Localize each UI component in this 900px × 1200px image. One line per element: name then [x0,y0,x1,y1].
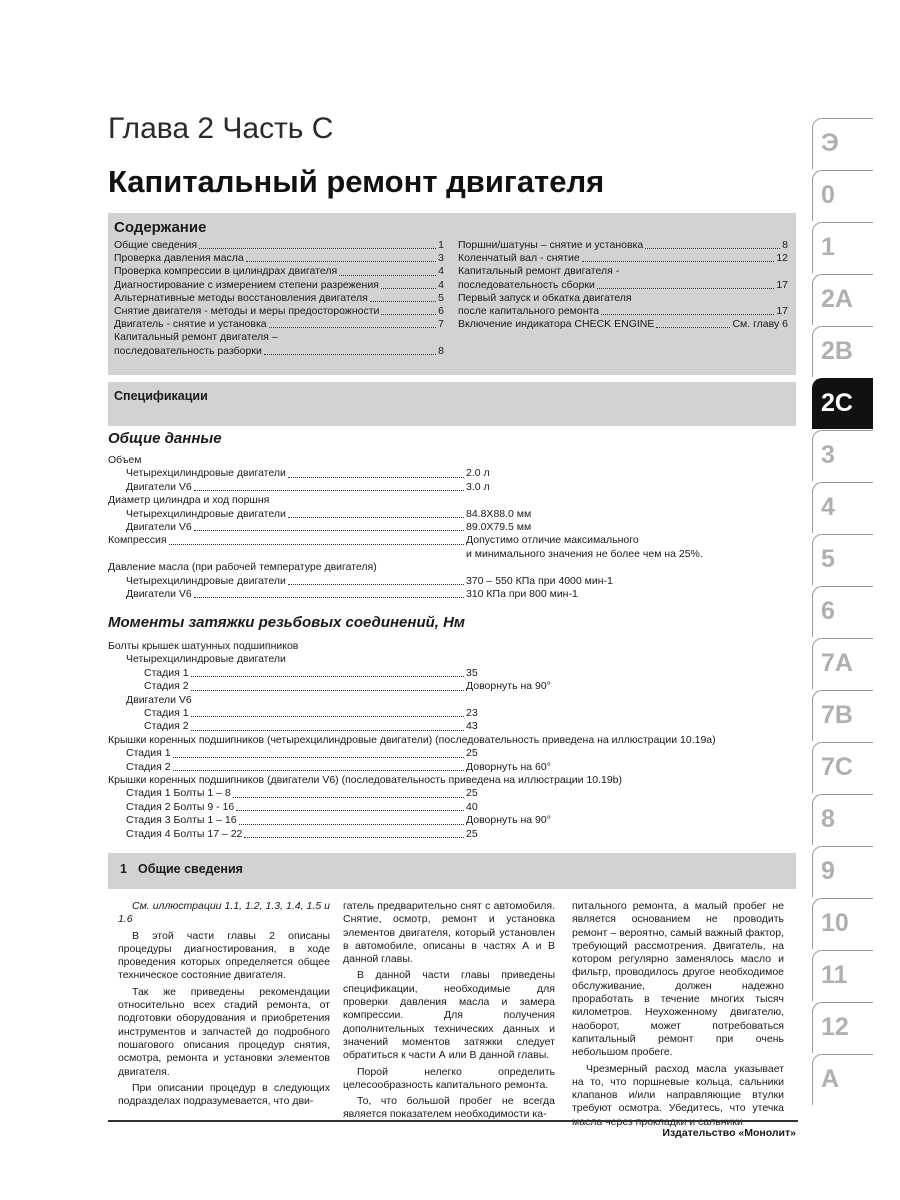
toc-entry-title: Двигатель - снятие и установка [114,318,267,331]
toc-entry [114,279,444,292]
spec-dot-leader [288,517,464,518]
spec-label: Компрессия [108,534,167,547]
toc-dot-leader [597,288,774,289]
paragraph: При описании процедур в следующих подразделах подразумевается, что дви- [118,1081,330,1108]
spec-row [108,814,788,827]
toc-entry-title: Капитальный ремонт двигателя – [114,331,278,344]
section-number: 1 [120,862,127,876]
spec-row [108,707,788,720]
toc-dot-leader [601,314,774,315]
toc-entry-title: Диагностирование с измерением степени разрежения [114,278,379,291]
toc-entry-page: 4 [438,265,444,278]
paragraph: См. иллюстрации 1.1, 1.2, 1.3, 1.4, 1.5 и 1.6 [118,900,330,926]
chapter-tab-label: 3 [821,441,835,469]
spec-dot-leader [244,837,464,838]
chapter-tab-label: 2А [821,285,853,313]
chapter-title: Глава 2 Часть С [108,112,334,145]
spec-row [108,720,788,733]
spec-row [108,680,788,693]
spec-label: Стадия 1 Болты 1 – 8 [126,787,231,800]
spec-row [108,787,788,800]
spec-value: 25 [466,747,478,760]
spec-row [108,667,788,680]
chapter-tab-label: 5 [821,545,835,573]
toc-dot-leader [246,261,436,262]
chapter-tab[interactable] [812,378,873,429]
spec-dot-leader [239,824,464,825]
chapter-tab[interactable] [812,950,873,1001]
chapter-tab-label: 12 [821,1013,849,1041]
toc-entry [458,239,788,252]
toc-entry-title: последовательность разборки [114,344,262,357]
chapter-tab[interactable] [812,274,873,325]
spec-row [108,801,788,814]
spec-dot-leader [173,770,464,771]
toc-entry [458,279,788,292]
spec-label: Стадия 2 [126,760,171,773]
spec-value: 3.0 л [466,480,490,493]
spec-label: Стадия 2 [144,680,189,693]
chapter-tab[interactable] [812,846,873,897]
paragraph: питального ремонта, а малый пробег не является основанием не проводить ремонт – вероятно, самый важный фактор, требующий рассмотрения. Двигатель, на котором регулярно заменялось масло и фильтр, проводилось другое необходимое обслуживание, должен надежно проработать в течение многих тысяч километров. Неухоженному двигателю, наоборот, может потребоваться капитальный ремонт при очень небольшом пробеге. [572,900,784,1059]
chapter-tab-label: 2С [821,389,853,417]
toc-entry [114,292,444,305]
toc-dot-leader [339,275,436,276]
chapter-tab-label: Э [821,129,839,157]
toc-entry-title: последовательность сборки [458,278,595,291]
chapter-tab-label: 10 [821,909,849,937]
chapter-tab-label: 1 [821,233,835,261]
specifications-heading: Спецификации [114,389,208,403]
spec-row [108,588,788,601]
spec-label: Четырехцилиндровые двигатели [126,507,286,520]
spec-label: Четырехцилиндровые двигатели [126,653,286,666]
general-specs-list [108,454,788,601]
spec-value: Доворнуть на 60° [466,760,551,773]
toc-dot-leader [264,354,436,355]
spec-row [108,575,788,588]
toc-heading: Содержание [114,219,207,236]
toc-dot-leader [582,261,775,262]
chapter-tab[interactable] [812,222,873,273]
spec-label: Двигатели V6 [126,588,192,601]
spec-value: 40 [466,800,478,813]
toc-entry-title: Альтернативные методы восстановления двигателя [114,291,368,304]
paragraph: Так же приведены рекомендации относительно всех стадий ремонта, от подготовки оборудования и приобретения инструментов и запчастей до подробного пошагового описания процедур снятия, осмотра, ремонта и установки элементов двигателя. [118,985,330,1078]
text-column-2 [343,900,555,1125]
toc-entry-page: 17 [776,278,788,291]
paragraph: Чрезмерный расход масла указывает на то, что поршневые кольца, сальники клапанов и/или направляющие втулки требуют осмотра. Убедитесь, что утечка [572,1062,784,1115]
spec-row [108,828,788,841]
footer-rule [108,1120,798,1122]
spec-dot-leader [191,690,464,691]
chapter-tab-label: 7С [821,753,853,781]
spec-label: Стадия 3 Болты 1 – 16 [126,814,237,827]
spec-dot-leader [191,730,464,731]
spec-label: Стадия 2 Болты 9 - 16 [126,800,235,813]
general-data-heading: Общие данные [108,430,222,447]
toc-entry [114,252,444,265]
spec-label: Стадия 1 [144,666,189,679]
spec-label: Крышки коренных подшипников (четырехцилиндровые двигатели) (последовательность приведена на иллюстрации 10.19а) [108,733,716,746]
spec-dot-leader [233,797,464,798]
spec-row [108,508,788,521]
toc-entry [114,318,444,331]
toc-entry-page: 5 [438,291,444,304]
torque-specs-list [108,640,788,841]
spec-value: 43 [466,720,478,733]
spec-label: Стадия 4 Болты 17 – 22 [126,827,243,840]
spec-label: Двигатели V6 [126,693,192,706]
chapter-tab-label: 7А [821,649,853,677]
toc-entry-title: Включение индикатора CHECK ENGINE [458,318,655,331]
toc-dot-leader [269,327,437,328]
toc-entry-title: Первый запуск и обкатка двигателя [458,291,632,304]
spec-row [108,774,788,787]
spec-row [108,640,788,653]
toc-entry-page: См. главу 6 [732,318,788,331]
spec-row [108,694,788,707]
chapter-tab[interactable] [812,586,873,637]
toc-entry-page: 6 [438,305,444,318]
toc-entry-page: 8 [782,239,788,251]
toc-entry [458,305,788,318]
spec-label: Четырехцилиндровые двигатели [126,467,286,480]
toc-dot-leader [381,288,436,289]
spec-dot-leader [288,477,464,478]
chapter-tab[interactable] [812,638,873,689]
chapter-tab[interactable] [812,690,873,741]
chapter-tab[interactable] [812,326,873,377]
toc-entry [114,331,444,344]
toc-entry-page: 8 [438,344,444,357]
spec-dot-leader [194,530,464,531]
text-column-1 [118,900,330,1111]
toc-dot-leader [381,314,436,315]
publisher-footer: Издательство «Монолит» [662,1127,796,1139]
toc-entry [458,265,788,278]
spec-value: и минимального значения не более чем на 25%. [466,547,703,560]
toc-entry [458,292,788,305]
chapter-tab-label: 11 [821,961,848,989]
spec-label: Диаметр цилиндра и ход поршня [108,494,270,507]
spec-dot-leader [236,810,464,811]
toc-dot-leader [656,327,730,328]
spec-row [108,548,788,561]
spec-label: Давление масла (при рабочей температуре двигателя) [108,561,377,574]
spec-dot-leader [173,757,464,758]
section-1-bar [108,853,796,889]
toc-entry-title: Проверка компрессии в цилиндрах двигателя [114,265,338,278]
toc-entry-title: после капитального ремонта [458,305,600,318]
spec-row [108,653,788,666]
chapter-tab[interactable] [812,794,873,845]
spec-value: 310 КПа при 800 мин-1 [466,588,578,601]
toc-right-column [458,239,788,331]
spec-label: Стадия 1 [144,707,189,720]
spec-value: 84.8Х88.0 мм [466,507,532,520]
toc-entry-title: Поршни/шатуны – снятие и установка [458,239,644,251]
spec-label: Объем [108,454,142,466]
chapter-tab-label: 9 [821,857,835,885]
text-column-3 [572,900,784,1132]
table-of-contents [108,213,796,375]
toc-entry-page: 17 [776,305,788,318]
spec-dot-leader [194,490,464,491]
chapter-tab[interactable] [812,482,873,533]
toc-entry [114,239,444,252]
torque-heading: Моменты затяжки резьбовых соединений, Нм [108,614,466,631]
chapter-tab[interactable] [812,898,873,949]
toc-entry-page: 1 [438,239,444,251]
spec-value: 23 [466,707,478,720]
toc-dot-leader [199,248,436,249]
toc-entry [114,345,444,358]
chapter-tab-label: 8 [821,805,835,833]
spec-value: Допустимо отличие максимального [466,534,639,547]
main-title: Капитальный ремонт двигателя [108,164,605,199]
chapter-tab[interactable] [812,170,873,221]
toc-dot-leader [645,248,780,249]
spec-row [108,454,788,467]
toc-entry [458,252,788,265]
spec-dot-leader [191,716,464,717]
spec-label: Четырехцилиндровые двигатели [126,574,286,587]
toc-entry-title: Снятие двигателя - методы и меры предосторожности [114,305,380,318]
spec-label: Крышки коренных подшипников (двигатели V6) (последовательность приведена на иллюстрации 10.19b) [108,774,623,787]
chapter-tab-label: 6 [821,597,835,625]
toc-entry-page: 4 [438,278,444,291]
chapter-tab[interactable] [812,1054,873,1105]
spec-row [108,534,788,547]
chapter-tab-label: 7В [821,701,853,729]
paragraph: То, что большой пробег не всегда является показателем необходимости ка- [343,1095,555,1121]
spec-row [108,494,788,507]
toc-entry-page: 3 [438,252,444,265]
spec-dot-leader [169,544,464,545]
spec-row [108,761,788,774]
chapter-tab[interactable] [812,430,873,481]
spec-value: 25 [466,787,478,800]
paragraph: Порой нелегко определить целесообразность капитального ремонта. [343,1065,555,1091]
toc-entry [114,305,444,318]
paragraph: гатель предварительно снят с автомобиля. Снятие, осмотр, ремонт и установка элементов двигателя, который установлен в автомобиле, описаны в частях А и В данной главы. [343,900,555,966]
spec-row [108,747,788,760]
spec-value: 370 – 550 КПа при 4000 мин-1 [466,574,613,587]
toc-entry-title: Коленчатый вал - снятие [458,252,580,265]
chapter-tab-label: 0 [821,181,835,209]
toc-left-column [114,239,444,358]
spec-row [108,521,788,534]
spec-row [108,467,788,480]
spec-row [108,734,788,747]
spec-dot-leader [288,584,464,585]
spec-label: Стадия 1 [126,747,171,760]
chapter-tab[interactable] [812,742,873,793]
spec-dot-leader [194,597,464,598]
toc-dot-leader [370,301,436,302]
spec-value: 2.0 л [466,467,490,480]
spec-label: Двигатели V6 [126,480,192,493]
paragraph: В этой части главы 2 описаны процедуры диагностирования, в ходе проведения которых определяется общее техническое состояние двигателя. [118,929,330,982]
toc-entry [114,265,444,278]
spec-value: 35 [466,666,478,679]
toc-entry-title: Общие сведения [114,239,198,251]
spec-value: 25 [466,827,478,840]
spec-row [108,481,788,494]
spec-value: Доворнуть на 90° [466,814,551,827]
spec-value: 89.0Х79.5 мм [466,521,532,534]
chapter-tab[interactable] [812,534,873,585]
toc-entry [458,318,788,331]
spec-label: Стадия 2 [144,720,189,733]
chapter-tab[interactable] [812,118,873,169]
chapter-tab-label: А [821,1065,840,1093]
paragraph: В данной части главы приведены спецификации, необходимые для проверки давления масла и замера компрессии. Для получения дополнительных технических данных и значений моментов затяжки следует обратиться к части А или В данной главы. [343,969,555,1062]
toc-entry-page: 12 [776,252,788,265]
spec-dot-leader [191,676,464,677]
spec-value: Доворнуть на 90° [466,680,551,693]
toc-entry-title: Проверка давления масла [114,252,244,265]
chapter-tab-label: 2В [821,337,853,365]
chapter-tab[interactable] [812,1002,873,1053]
spec-label: Болты крышек шатунных подшипников [108,640,299,652]
specifications-bar [108,382,796,426]
spec-label: Двигатели V6 [126,521,192,534]
toc-entry-title: Капитальный ремонт двигателя - [458,265,620,278]
spec-row [108,561,788,574]
section-title: Общие сведения [138,862,243,876]
chapter-tab-label: 4 [821,493,835,521]
toc-entry-page: 7 [438,318,444,331]
